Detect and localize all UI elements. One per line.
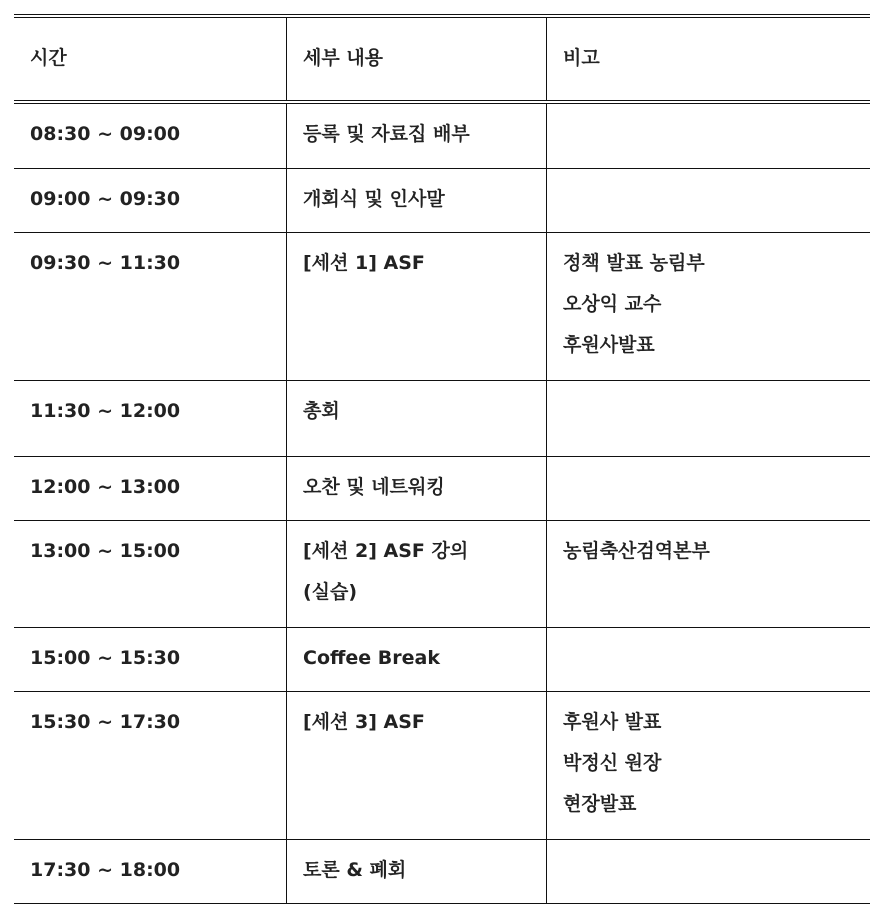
time-cell <box>14 381 287 456</box>
detail-cell <box>287 233 547 380</box>
note-cell <box>547 840 870 903</box>
time-cell <box>14 692 287 839</box>
note-cell-text: 오상익 교수 <box>563 293 662 315</box>
time-cell-text: 13:00 ~ 15:00 <box>30 540 181 562</box>
time-cell <box>14 457 287 520</box>
note-cell <box>547 692 870 839</box>
time-cell-text: 12:00 ~ 13:00 <box>30 476 181 498</box>
note-cell-text: 정책 발표 농림부 <box>563 252 705 274</box>
detail-cell-text: 등록 및 자료집 배부 <box>303 123 470 145</box>
time-cell <box>14 521 287 627</box>
detail-cell <box>287 628 547 691</box>
header-time-label: 시간 <box>30 47 67 69</box>
detail-cell <box>287 692 547 839</box>
header-detail-label: 세부 내용 <box>303 47 384 69</box>
detail-cell <box>287 169 547 232</box>
header-note-label: 비고 <box>563 47 600 69</box>
detail-cell <box>287 457 547 520</box>
header-detail <box>287 18 547 100</box>
detail-cell <box>287 521 547 627</box>
note-cell <box>547 381 870 456</box>
note-cell-text: 현장발표 <box>563 793 637 815</box>
detail-cell-text: 개회식 및 인사말 <box>303 188 445 210</box>
time-cell-text: 15:30 ~ 17:30 <box>30 711 181 733</box>
schedule-table <box>14 14 870 904</box>
time-cell-text: 08:30 ~ 09:00 <box>30 123 181 145</box>
table-row <box>14 840 870 904</box>
note-cell <box>547 104 870 168</box>
table-row <box>14 521 870 628</box>
table-row <box>14 381 870 457</box>
note-cell-text: 후원사발표 <box>563 334 655 356</box>
note-cell-text: 후원사 발표 <box>563 711 662 733</box>
time-cell-text: 17:30 ~ 18:00 <box>30 859 181 881</box>
detail-cell-text: [세션 2] ASF 강의 <box>303 540 469 562</box>
table-body <box>14 104 870 904</box>
time-cell <box>14 840 287 903</box>
table-row <box>14 233 870 381</box>
table-row <box>14 628 870 692</box>
time-cell-text: 09:30 ~ 11:30 <box>30 252 181 274</box>
note-cell-text: 농림축산검역본부 <box>563 540 710 562</box>
header-time <box>14 18 287 100</box>
note-cell <box>547 457 870 520</box>
detail-cell <box>287 840 547 903</box>
time-cell-text: 15:00 ~ 15:30 <box>30 647 181 669</box>
time-cell-text: 09:00 ~ 09:30 <box>30 188 181 210</box>
time-cell <box>14 104 287 168</box>
table-row <box>14 457 870 521</box>
header-note <box>547 18 870 100</box>
note-cell <box>547 169 870 232</box>
time-cell <box>14 169 287 232</box>
table-row <box>14 169 870 233</box>
note-cell <box>547 628 870 691</box>
note-cell <box>547 233 870 380</box>
detail-cell-text: 총회 <box>303 400 340 422</box>
detail-cell-text: Coffee Break <box>303 647 440 669</box>
detail-cell-text: 토론 & 폐회 <box>303 859 407 881</box>
time-cell <box>14 628 287 691</box>
table-row <box>14 692 870 840</box>
detail-cell <box>287 381 547 456</box>
time-cell <box>14 233 287 380</box>
note-cell-text: 박정신 원장 <box>563 752 662 774</box>
detail-cell-text: [세션 3] ASF <box>303 711 425 733</box>
header-row <box>14 18 870 100</box>
time-cell-text: 11:30 ~ 12:00 <box>30 400 181 422</box>
detail-cell-text: 오찬 및 네트워킹 <box>303 476 445 498</box>
detail-cell <box>287 104 547 168</box>
detail-cell-text: [세션 1] ASF <box>303 252 425 274</box>
table-row <box>14 104 870 169</box>
note-cell <box>547 521 870 627</box>
detail-cell-text: (실습) <box>303 581 358 603</box>
